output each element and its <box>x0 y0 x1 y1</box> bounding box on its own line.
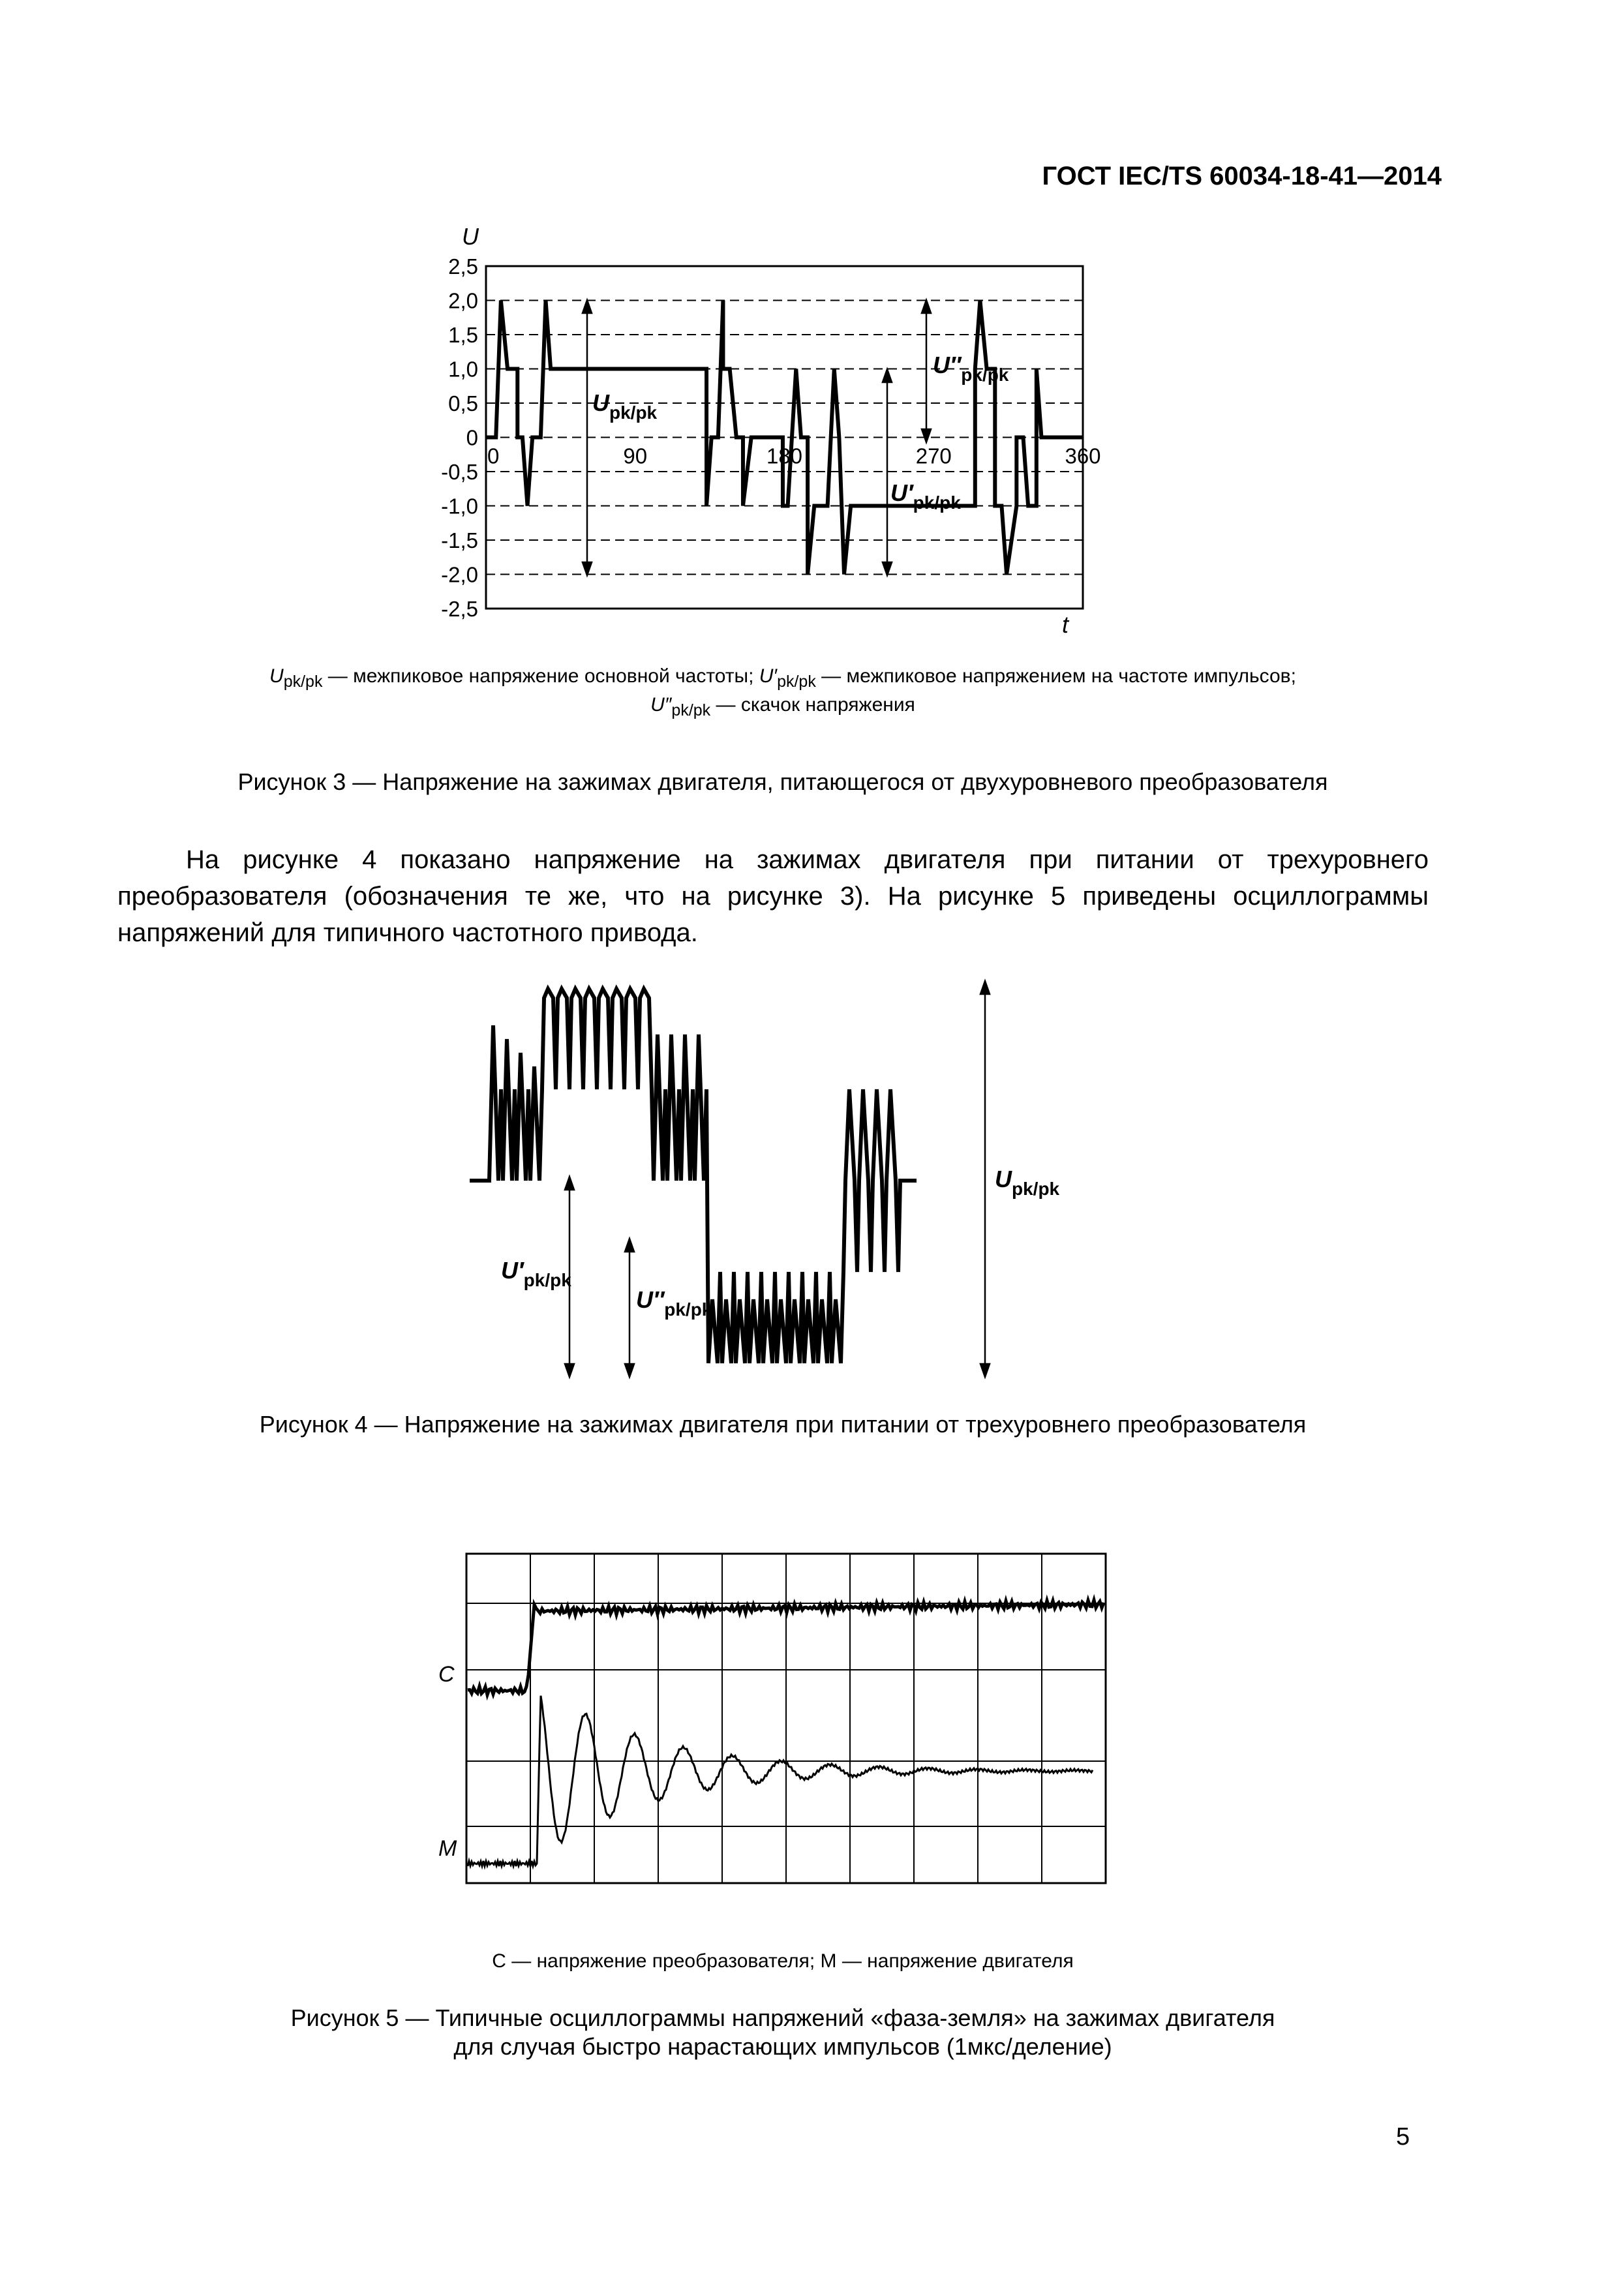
fig3-caption: Рисунок 3 — Напряжение на зажимах двигателя, питающегося от двухуровневого преобразователя <box>237 768 1328 795</box>
fig3-x-tick-label: 360 <box>1065 444 1101 468</box>
fig3-x-tick-label: 90 <box>623 444 648 468</box>
fig3-y-tick-label: 0 <box>466 425 478 450</box>
fig5-legend: С — напряжение преобразователя; M — напряжение двигателя <box>492 1950 1074 1972</box>
fig5-motor-trace <box>468 1696 1093 1866</box>
fig3-y-tick-label: -2,0 <box>441 562 478 587</box>
fig3-label-pkpk-prime: $U'_{pk/pk}$ <box>890 479 961 513</box>
fig3-legend-line1: $U_{pk/pk}$ — межпиковое напряжение основной частоты; $U'_{pk/pk}$ — межпиковое напряжением на частоте импульсов; <box>269 665 1296 691</box>
fig3-x-tick-label: 180 <box>766 444 803 468</box>
fig4-label-pkpk-dprime: $U''_{pk/pk}$ <box>636 1286 712 1320</box>
fig5-label-m: M <box>438 1836 457 1861</box>
fig4-label-pkpk-prime: $U'_{pk/pk}$ <box>501 1257 571 1290</box>
fig4-label-pkpk: $U_{pk/pk}$ <box>995 1166 1060 1199</box>
fig3-x-axis-label: t <box>1062 611 1069 638</box>
body-paragraph: На рисунке 4 показано напряжение на зажимах двигателя при питании от трехуровнего преобразователя (обозначения те же, что на рисунке 3). На рисунке 5 приведены осциллограммы напряжений для типичного частотного привода. <box>117 845 1429 947</box>
page-number: 5 <box>1396 2123 1410 2151</box>
fig3-x-ticks <box>487 444 1101 468</box>
fig3-y-tick-label: -0,5 <box>441 460 478 484</box>
fig3-y-ticks <box>441 254 478 621</box>
fig3-y-tick-label: 1,5 <box>448 323 478 347</box>
figure3-chart <box>391 215 1142 659</box>
fig3-y-tick-label: 1,0 <box>448 357 478 382</box>
fig3-label-pkpk: $U_{pk/pk}$ <box>592 389 658 423</box>
fig3-y-tick-label: -2,5 <box>441 597 478 621</box>
fig3-y-tick-label: 2,0 <box>448 288 478 313</box>
fig3-y-tick-label: 0,5 <box>448 391 478 415</box>
fig4-caption: Рисунок 4 — Напряжение на зажимах двигателя при питании от трехуровнего преобразователя <box>259 1411 1307 1438</box>
fig3-y-tick-label: 2,5 <box>448 254 478 279</box>
fig5-caption-line2: для случая быстро нарастающих импульсов (1мкс/деление) <box>453 2033 1112 2060</box>
fig3-legend-line2: $U''_{pk/pk}$ — скачок напряжения <box>650 694 915 719</box>
fig5-label-c: C <box>438 1662 455 1687</box>
fig3-x-tick-label: 270 <box>915 444 952 468</box>
fig5-caption-line1: Рисунок 5 — Типичные осциллограммы напряжений «фаза-земля» на зажимах двигателя <box>290 2004 1275 2031</box>
figure4-chart <box>470 965 1122 1396</box>
fig3-y-tick-label: -1,0 <box>441 494 478 519</box>
fig3-legend <box>130 665 1435 720</box>
standard-header: ГОСТ IEC/TS 60034-18-41—2014 <box>1042 162 1442 190</box>
fig5-caption <box>130 2004 1435 2061</box>
fig3-label-pkpk-dprime: $U''_{pk/pk}$ <box>933 352 1009 385</box>
fig3-y-tick-label: -1,5 <box>441 528 478 552</box>
fig3-y-axis-label: U <box>462 223 479 250</box>
figure5-oscillogram <box>404 1546 1135 1924</box>
fig3-x-tick-label: 0 <box>487 444 500 468</box>
